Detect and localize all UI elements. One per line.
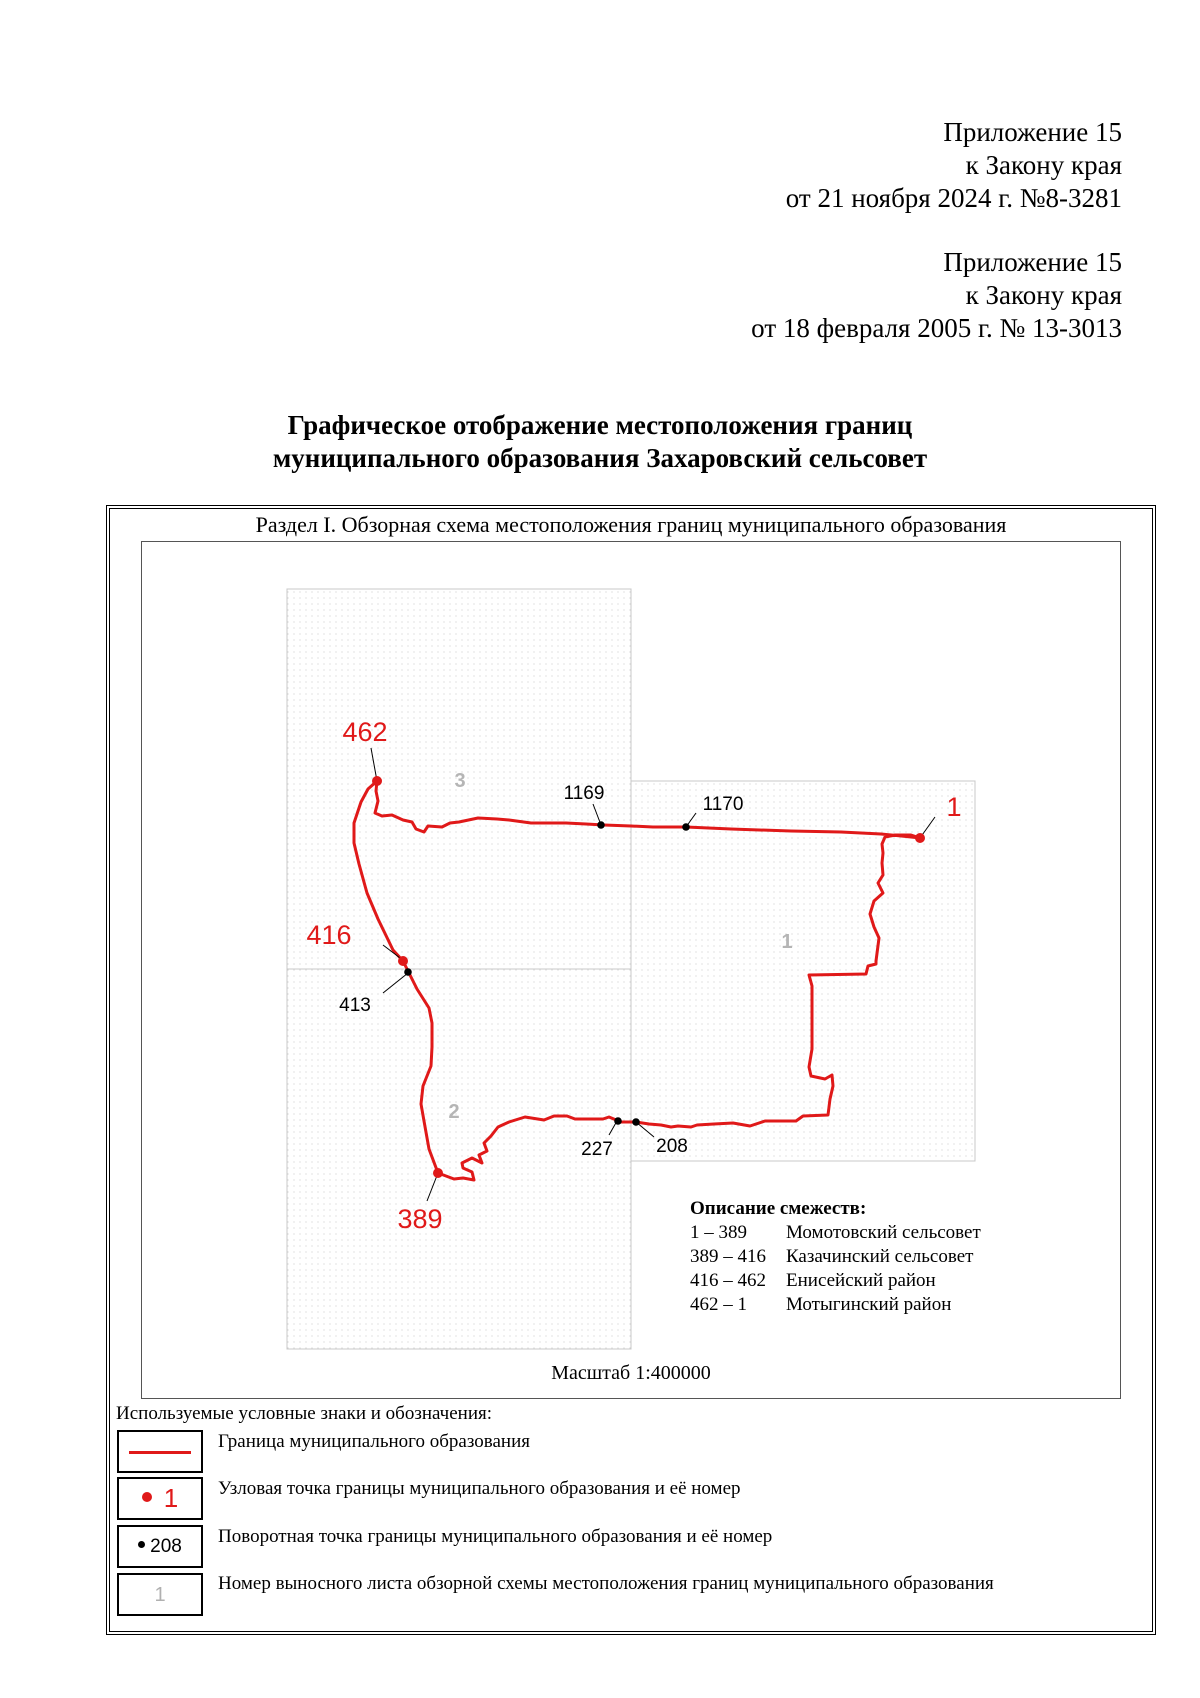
adjacency-neighbor: Момотовский сельсовет <box>786 1222 981 1243</box>
document-title <box>0 409 1200 475</box>
document-title-line-2: муниципального образования Захаровский сельсовет <box>272 443 928 473</box>
sheet-number-1: 1 <box>781 931 793 953</box>
legend-sample-node-point <box>117 1477 203 1520</box>
node-point-sample-number: 1 <box>163 1483 179 1513</box>
map-scale: Масштаб 1:400000 <box>551 1362 711 1384</box>
legend-sample-sheet-number <box>117 1573 203 1616</box>
adjacency-range: 462 – 1 <box>690 1294 747 1315</box>
boundary-line-symbol <box>129 1451 191 1454</box>
legend-sample-turn-point <box>117 1525 203 1568</box>
node-label-1: 1 <box>946 792 962 822</box>
sheet-number-2: 2 <box>448 1101 460 1123</box>
turn-point-symbol <box>119 1536 201 1558</box>
turn-point-1170 <box>682 823 690 831</box>
turn-label-1169: 1169 <box>563 783 605 804</box>
adjacency-neighbor: Енисейский район <box>786 1270 936 1291</box>
node-label-416: 416 <box>306 920 352 950</box>
legend-sample-boundary <box>117 1430 203 1473</box>
legend-title: Используемые условные знаки и обозначения: <box>116 1403 493 1424</box>
turn-point-1169 <box>597 821 605 829</box>
adjacency-range: 416 – 462 <box>690 1270 766 1291</box>
turn-point-sample-number: 208 <box>150 1536 182 1557</box>
node-label-462: 462 <box>342 717 388 747</box>
appendix-original-line-3: от 18 февраля 2005 г. № 13-3013 <box>751 313 1122 343</box>
turn-label-1170: 1170 <box>702 794 744 815</box>
turn-label-227: 227 <box>581 1139 613 1160</box>
node-point-416 <box>398 956 408 966</box>
legend-text-node-point: Узловая точка границы муниципального образования и её номер <box>218 1478 741 1499</box>
appendix-current-line-1: Приложение 15 <box>943 117 1122 147</box>
overview-map <box>141 541 1121 1399</box>
turn-label-208: 208 <box>656 1136 688 1157</box>
legend-text-turn-point: Поворотная точка границы муниципального образования и её номер <box>218 1526 773 1547</box>
node-label-389: 389 <box>397 1204 443 1234</box>
sheet-number-3: 3 <box>454 770 466 792</box>
adjacency-range: 1 – 389 <box>690 1222 747 1243</box>
adjacency-range: 389 – 416 <box>690 1246 766 1267</box>
adjacency-neighbor: Мотыгинский район <box>786 1294 952 1315</box>
node-point-symbol <box>119 1483 201 1514</box>
turn-point-208 <box>632 1118 640 1126</box>
turn-point-413 <box>404 968 412 976</box>
appendix-current-line-3: от 21 ноября 2024 г. №8-3281 <box>785 183 1122 213</box>
document-title-line-1: Графическое отображение местоположения границ <box>287 410 913 440</box>
sheet-number-symbol: 1 <box>154 1584 166 1606</box>
appendix-current-line-2: к Закону края <box>965 150 1122 180</box>
node-point-462 <box>372 776 382 786</box>
legend-text-sheet-number: Номер выносного листа обзорной схемы местоположения границ муниципального образования <box>218 1573 994 1594</box>
appendix-current <box>786 116 1122 215</box>
appendix-original-line-2: к Закону края <box>965 280 1122 310</box>
turn-point-227 <box>614 1117 622 1125</box>
adjacency-title: Описание смежеств: <box>690 1198 867 1219</box>
adjacency-neighbor: Казачинский сельсовет <box>786 1246 974 1267</box>
section-title: Раздел I. Обзорная схема местоположения границ муниципального образования <box>255 512 1007 537</box>
legend-text-boundary: Граница муниципального образования <box>218 1431 530 1452</box>
turn-label-413: 413 <box>339 995 371 1016</box>
appendix-original-line-1: Приложение 15 <box>943 247 1122 277</box>
appendix-original <box>751 246 1122 345</box>
node-point-1 <box>915 833 925 843</box>
node-point-389 <box>433 1168 443 1178</box>
sheet-2-area <box>287 969 631 1349</box>
